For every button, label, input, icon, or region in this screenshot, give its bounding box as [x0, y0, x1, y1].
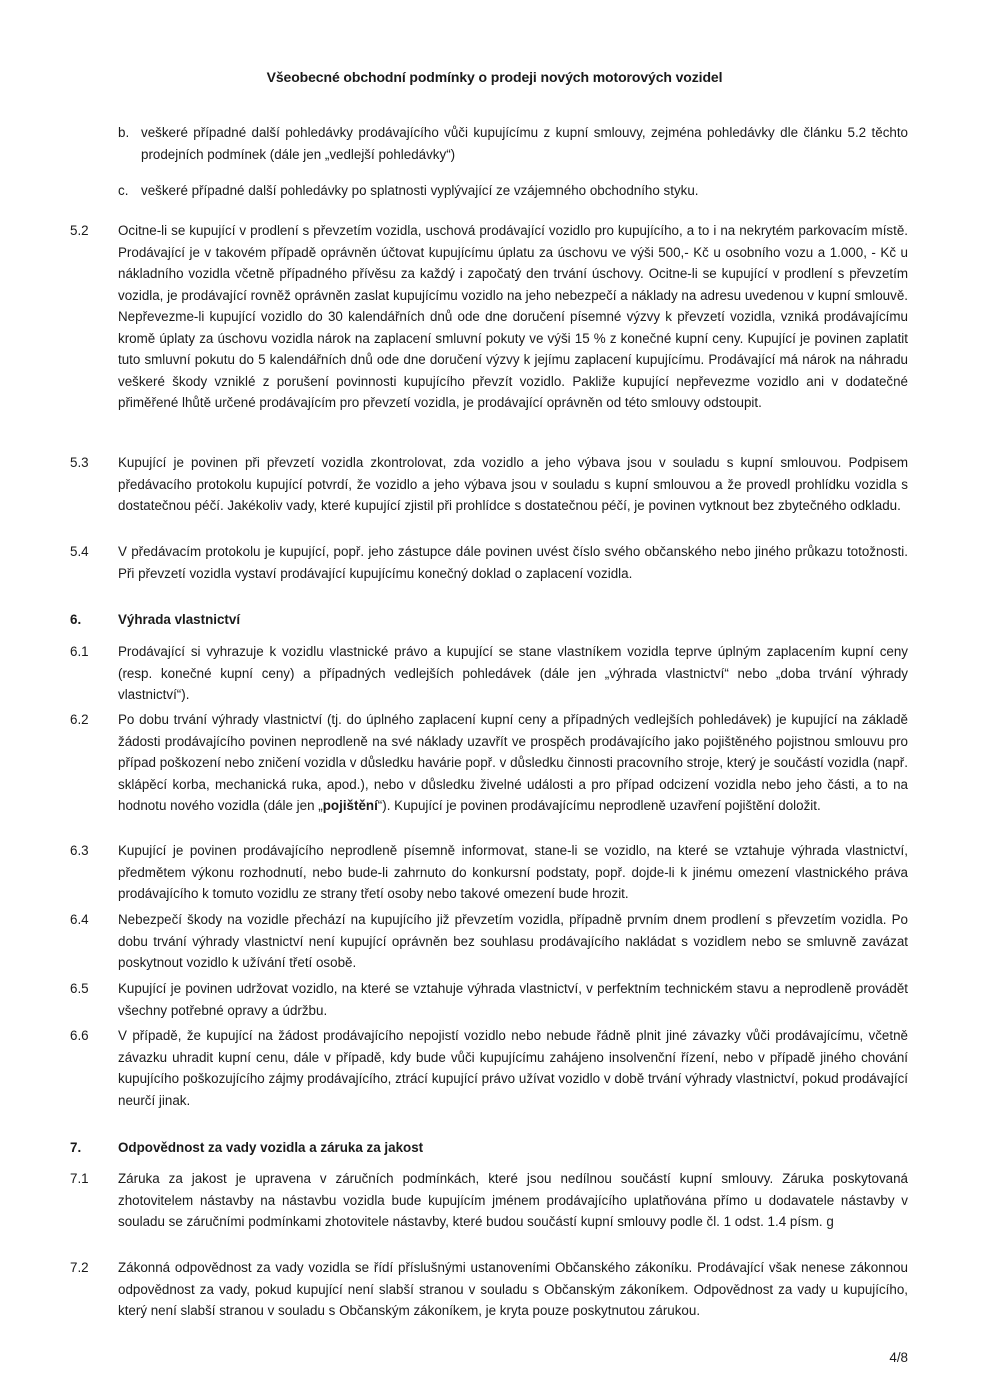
page-number: 4/8 [889, 1350, 908, 1365]
clause-number: 5.2 [70, 223, 89, 238]
clause-text: Nebezpečí škody na vozidle přechází na kupujícího již převzetím vozidla, případně prvním dnem prodlení s převzetím vozidla. Po dobu trvání výhrady vlastnictví není kupující oprávněn bez souhlasu prodávajícího nakládat s vozidlem nebo se smluvně zavázat poskytnout vozidlo k užívání třetí osobě. [118, 912, 908, 970]
clause-number: 6.4 [70, 912, 89, 927]
sub-item-text: veškeré případné další pohledávky po splatnosti vyplývající ze vzájemného obchodního styku. [141, 183, 699, 198]
clause-number: 6.3 [70, 843, 89, 858]
clause-text: Kupující je povinen při převzetí vozidla zkontrolovat, zda vozidlo a jeho výbava jsou v souladu s kupní smlouvou. Podpisem předávacího protokolu kupující potvrdí, že vozidlo a jeho výbava jsou v souladu s kupní smlouvou a že provedl prohlídku vozidla s dostatečnou péčí. Jakékoliv vady, které kupující zjistil při prohlídce s dostatečnou péčí, je povinen vytknout bez zbytečného odkladu. [118, 455, 908, 513]
clause-number: 6.6 [70, 1028, 89, 1043]
clause-text-part: Po dobu trvání výhrady vlastnictví (tj. do úplného zaplacení kupní ceny a případných vedlejších pohledávek) je kupující na základě žádosti prodávajícího povinen neprodleně na své náklady uzavřít ve prospěch prodávajícího jako pojištěného pojistnou smlouvu pro případ poškození nebo zničení vozidla v důsledku havárie popř. v důsledku činnosti pracovního stroje, který je součástí vozidla (např. sklápěcí korba, mechanická ruka, apod.), nebo v důsledku živelné události a pro případ odcizení vozidla nebo jeho části, a to na hodnotu nového vozidla (dále jen „ [118, 712, 908, 813]
clause-number: 5.4 [70, 544, 89, 559]
clause-text: V předávacím protokolu je kupující, popř. jeho zástupce dále povinen uvést číslo svého občanského nebo jiného průkazu totožnosti. Při převzetí vozidla vystaví prodávající kupujícímu konečný doklad o zaplacení vozidla. [118, 544, 908, 581]
clause-text: Kupující je povinen prodávajícího neprodleně písemně informovat, stane-li se vozidlo, na které se vztahuje výhrada vlastnictví, předmětem výkonu rozhodnutí, nebo bude-li zahrnuto do konkursní podstaty, popř. dojde-li k jinému omezení vlastnického práva prodávajícího k tomuto vozidlu ze strany třetí osoby nebo takové omezení bude hrozit. [118, 843, 908, 901]
clause-text [118, 709, 908, 817]
clause-number: 5.3 [70, 455, 89, 470]
defined-term: pojištění [322, 798, 378, 813]
clause-text: Záruka za jakost je upravena v záručních podmínkách, které jsou nedílnou součástí kupní smlouvy. Záruka poskytovaná zhotovitelem nástavby na nástavbu vozidla bude kupujícím jménem prodávajícího uplatňována přímo u dodavatele nástavby v souladu se záručními podmínkami zhotovitele nástavby, které budou součástí kupní smlouvy podle čl. 1 odst. 1.4 písm. g [118, 1171, 908, 1229]
clause-number: 6.5 [70, 981, 89, 996]
section-number: 7. [70, 1140, 82, 1155]
clause-number: 7.2 [70, 1260, 89, 1275]
clause-text: Kupující je povinen udržovat vozidlo, na které se vztahuje výhrada vlastnictví, v perfektním technickém stavu a neprodleně provádět všechny potřebné opravy a údržbu. [118, 981, 908, 1018]
section-heading: Odpovědnost za vady vozidla a záruka za jakost [118, 1140, 424, 1155]
section-number: 6. [70, 612, 82, 627]
clause-text: Prodávající si vyhrazuje k vozidlu vlastnické právo a kupující se stane vlastníkem vozidla teprve úplným zaplacením kupní ceny (resp. konečné kupní ceny) a případných vedlejších pohledávek (dále jen „výhrada vlastnictví“ nebo „doba trvání výhrady vlastnictví“). [118, 644, 908, 702]
sub-item-label: c. [118, 183, 129, 198]
clause-text: V případě, že kupující na žádost prodávajícího nepojistí vozidlo nebo nebude řádně plnit jiné závazky vůči prodávajícímu, včetně závazku uhradit kupní cenu, dále v případě, kdy bude vůči kupujícímu zahájeno insolvenční řízení, nebo v případě jiného chování kupujícího poškozujícího zájmy prodávajícího, ztrácí kupující právo užívat vozidlo v době trvání výhrady vlastnictví, pokud prodávající neurčí jinak. [118, 1028, 908, 1108]
clause-text: Ocitne-li se kupující v prodlení s převzetím vozidla, uschová prodávající vozidlo pro kupujícího, a to i na nekrytém parkovacím místě. Prodávající je v takovém případě oprávněn účtovat kupujícímu úplatu za úschovu ve výši 500,- Kč u osobního vozu a 1.000, - Kč u nákladního vozidla včetně případného přívěsu za každý i započatý den trvání úschovy. Ocitne-li se kupující v prodlení s převzetím vozidla, je prodávající rovněž oprávněn zaslat kupujícímu vozidlo na jeho nebezpečí a náklady na adresu uvedenou v kupní smlouvě. Nepřevezme-li kupující vozidlo do 30 kalendářních dnů ode dne doručení písemné výzvy k převzetí vozidla, vzniká prodávajícímu kromě úplaty za úschovu vozidla nárok na zaplacení smluvní pokuty ve výši 15 % z konečné kupní ceny. Kupující je povinen zaplatit tuto smluvní pokutu do 5 kalendářních dnů ode dne doručení výzvy k jejímu zaplacení kupujícímu. Prodávající má nárok na náhradu veškeré škody vzniklé z porušení povinnosti kupujícího převzít vozidlo. Pakliže kupující nepřevezme vozidlo ani v dodatečné přiměřené lhůtě určené prodávajícím pro převzetí vozidla, je prodávající oprávněn od této smlouvy odstoupit. [118, 223, 908, 410]
section-heading: Výhrada vlastnictví [118, 612, 241, 627]
clause-number: 6.2 [70, 712, 89, 727]
sub-item-text: veškeré případné další pohledávky prodávajícího vůči kupujícímu z kupní smlouvy, zejména pohledávky dle článku 5.2 těchto prodejních podmínek (dále jen „vedlejší pohledávky“) [141, 125, 908, 162]
sub-item-label: b. [118, 125, 130, 140]
clause-number: 7.1 [70, 1171, 89, 1186]
document-title: Všeobecné obchodní podmínky o prodeji nových motorových vozidel [266, 69, 723, 85]
clause-text: Zákonná odpovědnost za vady vozidla se řídí příslušnými ustanoveními Občanského zákoníku. Prodávající však nenese zákonnou odpovědnost za vady, pokud kupující není slabší stranou v souladu s Občanským zákoníkem. Odpovědnost za vady u kupujícího, který není slabší stranou v souladu s Občanským zákoníkem, je kryta pouze poskytnutou zárukou. [118, 1260, 908, 1318]
clause-number: 6.1 [70, 644, 89, 659]
clause-text-part: “). Kupující je povinen prodávajícímu neprodleně uzavření pojištění doložit. [377, 798, 821, 813]
